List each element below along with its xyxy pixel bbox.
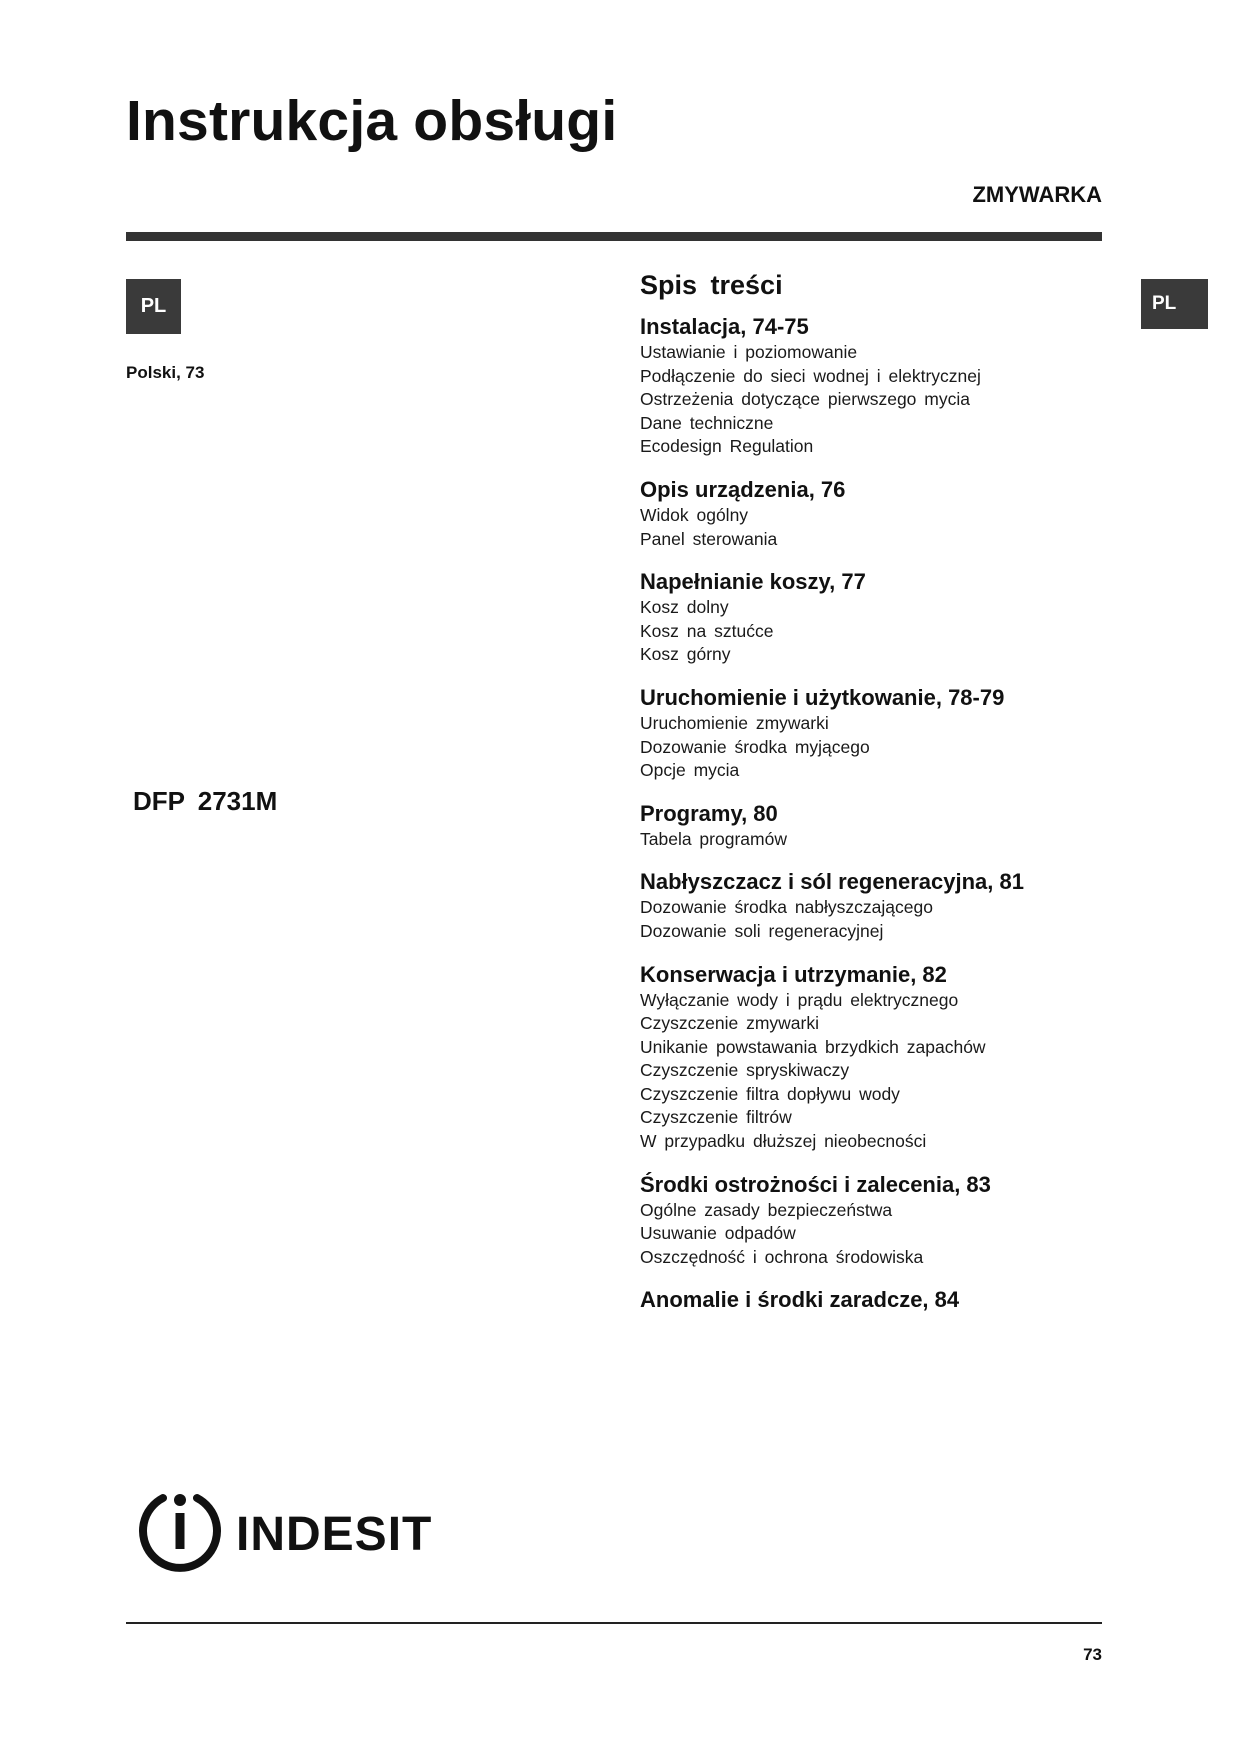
toc-section-heading: Anomalie i środki zaradcze, 84 — [640, 1287, 960, 1313]
toc-item: Podłączenie do sieci wodnej i elektrycznej — [640, 365, 981, 386]
toc-sections — [640, 313, 1140, 1314]
toc-item: Usuwanie odpadów — [640, 1223, 796, 1244]
toc-section-heading: Środki ostrożności i zalecenia, 83 — [640, 1171, 991, 1197]
toc-item: Dozowanie soli regeneracyjnej — [640, 920, 884, 941]
language-tab: PL — [1141, 279, 1208, 329]
toc-item: Czyszczenie spryskiwaczy — [640, 1060, 850, 1081]
toc-item: Panel sterowania — [640, 528, 778, 549]
toc-section-heading: Instalacja, 74-75 — [640, 314, 809, 339]
toc-item: Uruchomienie zmywarki — [640, 712, 829, 733]
toc-item: W przypadku dłuższej nieobecności — [640, 1131, 927, 1152]
header-divider — [126, 232, 1102, 241]
page-number: 73 — [1083, 1645, 1102, 1664]
product-category: ZMYWARKA — [972, 182, 1102, 207]
toc-item: Dane techniczne — [640, 412, 774, 433]
toc-item: Czyszczenie filtrów — [640, 1107, 792, 1128]
toc-item: Kosz na sztućce — [640, 620, 774, 641]
toc-section-heading: Uruchomienie i użytkowanie, 78-79 — [640, 684, 1005, 710]
toc-item: Ostrzeżenia dotyczące pierwszego mycia — [640, 389, 970, 410]
toc-item: Tabela programów — [640, 828, 787, 849]
toc-section-heading: Opis urządzenia, 76 — [640, 476, 846, 502]
toc-section-heading: Konserwacja i utrzymanie, 82 — [640, 961, 947, 987]
toc-item: Ogólne zasady bezpieczeństwa — [640, 1199, 893, 1220]
table-of-contents — [640, 270, 1140, 1331]
toc-item: Ustawianie i poziomowanie — [640, 342, 858, 362]
toc-section-heading: Nabłyszczacz i sól regeneracyjna, 81 — [640, 869, 1024, 895]
toc-item: Dozowanie środka nabłyszczającego — [640, 897, 933, 918]
toc-section — [640, 568, 1140, 667]
toc-item: Kosz górny — [640, 644, 731, 665]
toc-item: Czyszczenie zmywarki — [640, 1013, 819, 1034]
toc-item: Widok ogólny — [640, 504, 749, 525]
toc-item: Wyłączanie wody i prądu elektrycznego — [640, 989, 959, 1010]
toc-item: Opcje mycia — [640, 760, 740, 781]
toc-section — [640, 800, 1140, 852]
toc-section — [640, 1171, 1140, 1270]
toc-item: Ecodesign Regulation — [640, 436, 814, 457]
toc-item: Czyszczenie filtra dopływu wody — [640, 1083, 900, 1104]
toc-item: Dozowanie środka myjącego — [640, 736, 870, 757]
footer-divider — [126, 1622, 1102, 1624]
indesit-logo — [135, 1484, 475, 1574]
language-page-reference: Polski, 73 — [126, 363, 205, 382]
toc-section — [640, 313, 1140, 459]
document-title: Instrukcja obsługi — [126, 89, 618, 153]
language-badge: PL — [126, 279, 181, 334]
toc-section — [640, 684, 1140, 783]
toc-item: Unikanie powstawania brzydkich zapachów — [640, 1036, 986, 1057]
toc-section-heading: Programy, 80 — [640, 800, 778, 826]
toc-title: Spis treści — [640, 270, 783, 300]
toc-section — [640, 1286, 1140, 1314]
toc-section — [640, 476, 1140, 551]
toc-item: Oszczędność i ochrona środowiska — [640, 1246, 924, 1267]
indesit-power-icon — [143, 1494, 217, 1568]
toc-item: Kosz dolny — [640, 597, 729, 618]
toc-section — [640, 868, 1140, 943]
model-number: DFP 2731M — [133, 786, 278, 816]
indesit-logo-text: INDESIT — [236, 1508, 433, 1561]
toc-section — [640, 961, 1140, 1154]
toc-section-heading: Napełnianie koszy, 77 — [640, 569, 866, 595]
